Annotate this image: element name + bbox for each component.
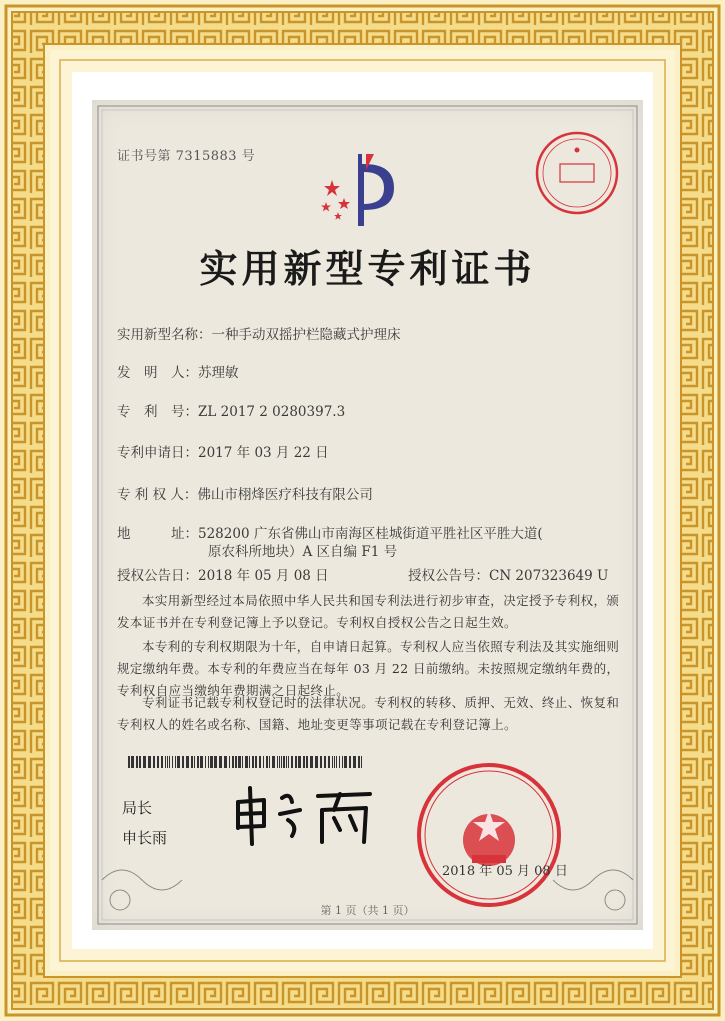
patentee-row	[117, 483, 373, 503]
certificate-number: 7315883	[175, 149, 238, 164]
page-info: 第 1 页（共 1 页）	[320, 904, 415, 917]
grant-number-row	[408, 564, 608, 584]
patent-office-logo	[314, 150, 414, 230]
grant-date-label: 授权公告日：	[117, 568, 198, 584]
barcode	[128, 756, 368, 768]
body-paragraph-2: 本专利的专利权期限为十年，自申请日起算。专利权人应当依照专利法及其实施细则规定缴纳年费。本专利的年费应当在每年 03 月 22 日前缴纳。未按照规定缴纳年费的，专利权自应当缴纳年费期满之日起终止。	[117, 639, 620, 698]
certificate-paper	[92, 100, 643, 930]
address-row	[117, 522, 543, 542]
address-label: 地 址：	[117, 526, 198, 542]
inventor-label: 发 明 人：	[117, 365, 198, 381]
utility-name-label: 实用新型名称：	[117, 327, 212, 343]
patent-number-label: 专 利 号：	[117, 404, 198, 420]
director-title: 局长	[122, 799, 153, 817]
grant-date-row	[117, 564, 329, 584]
national-ipa-seal	[414, 760, 564, 910]
utility-name-value: 一种手动双摇护栏隐藏式护理床	[211, 327, 401, 343]
patentee-value: 佛山市栩烽医疗科技有限公司	[197, 487, 373, 503]
patent-number-row	[117, 400, 345, 420]
inventor-value: 苏理敏	[198, 365, 239, 381]
grant-date-value: 2018 年 05 月 08 日	[198, 568, 329, 584]
inventor-row	[117, 361, 239, 381]
filing-date-row	[117, 441, 329, 461]
certificate-number-suffix: 号	[241, 149, 256, 164]
agency-seal-stamp	[532, 128, 622, 218]
seal-date: 2018 年 05 月 08 日	[442, 864, 568, 879]
certificate-number-label: 证书号第	[117, 149, 172, 164]
patent-number-value: ZL 2017 2 0280397.3	[198, 404, 346, 420]
address-line-1: 528200 广东省佛山市南海区桂城街道平胜社区平胜大道(	[198, 526, 543, 542]
body-paragraph-1: 本实用新型经过本局依照中华人民共和国专利法进行初步审查，决定授予专利权，颁发本证书并在专利登记簿上予以登记。专利权自授权公告之日起生效。	[117, 593, 620, 630]
filing-date-value: 2017 年 03 月 22 日	[198, 445, 329, 461]
address-line-2: 原农科所地块）A 区自编 F1 号	[208, 544, 398, 560]
director-signature	[230, 780, 380, 850]
director-name: 申长雨	[122, 829, 168, 847]
certificate-number-line	[117, 145, 255, 164]
patentee-label: 专 利 权 人：	[117, 487, 198, 503]
grant-number-value: CN 207323649 U	[489, 568, 609, 584]
certificate-title: 实用新型专利证书	[199, 246, 536, 291]
body-paragraph-3: 专利证书记载专利权登记时的法律状况。专利权的转移、质押、无效、终止、恢复和专利权人的姓名或名称、国籍、地址变更等事项记载在专利登记簿上。	[117, 695, 620, 732]
grant-number-label: 授权公告号：	[408, 568, 489, 584]
utility-name-row	[117, 323, 401, 343]
filing-date-label: 专利申请日：	[117, 445, 198, 461]
